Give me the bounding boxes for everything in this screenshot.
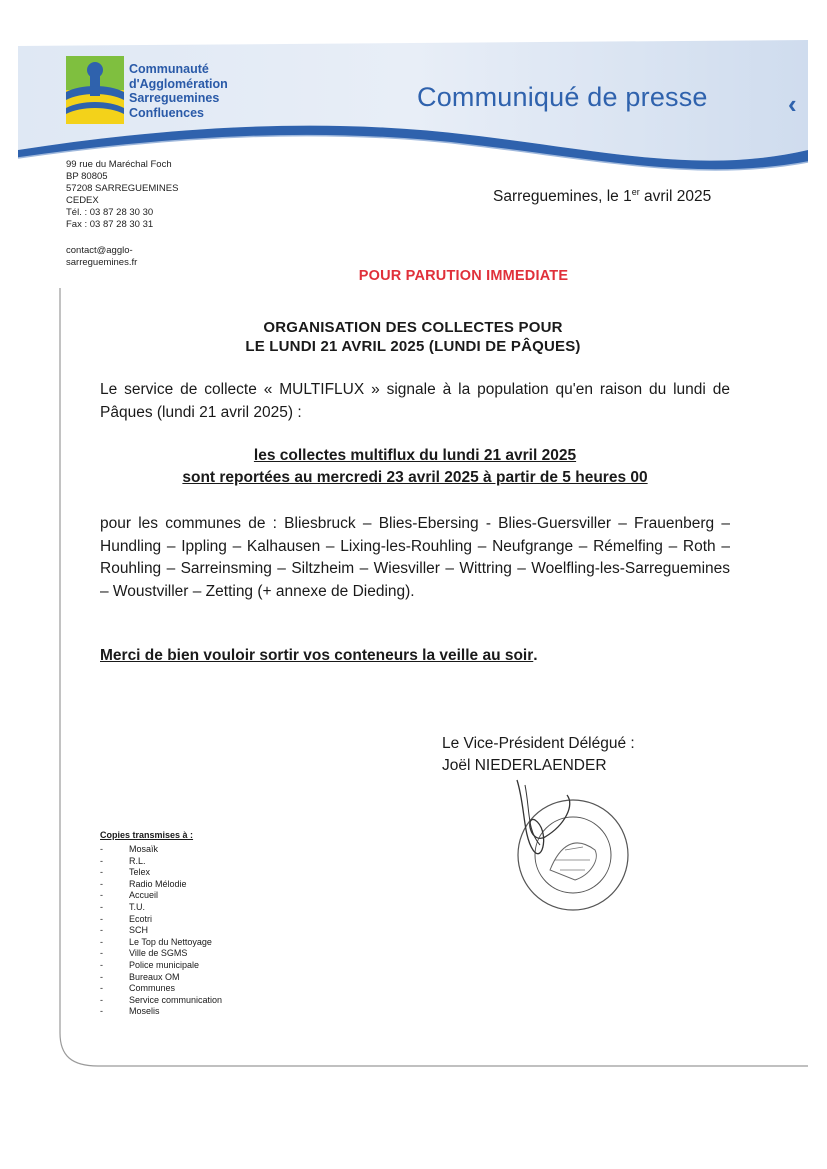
list-bullet: - xyxy=(100,890,103,901)
list-bullet: - xyxy=(100,855,103,866)
copies-recipient: Moselis xyxy=(129,1006,160,1017)
address-line: 57208 SARREGUEMINES xyxy=(66,183,179,194)
copies-recipient: Le Top du Nettoyage xyxy=(129,936,212,947)
official-stamp-signature xyxy=(505,775,637,915)
press-release-title: Communiqué de presse xyxy=(417,82,708,112)
list-bullet: - xyxy=(100,983,103,994)
copies-list-item xyxy=(100,890,222,902)
notice-line1: les collectes multiflux du lundi 21 avril 2025 xyxy=(253,447,577,464)
list-bullet: - xyxy=(100,948,103,959)
notice-line2: sont reportées au mercredi 23 avril 2025 à partir de 5 heures 00 xyxy=(182,469,648,486)
copies-recipient: Police municipale xyxy=(129,959,200,970)
copies-list-item xyxy=(100,937,222,949)
list-bullet: - xyxy=(100,1006,103,1017)
list-bullet: - xyxy=(100,925,103,936)
contact-email[interactable] xyxy=(66,245,137,269)
thanks-period: . xyxy=(533,647,538,664)
immediate-release-flag: POUR PARUTION IMMEDIATE xyxy=(358,268,569,284)
copies-heading: Copies transmises à : xyxy=(100,830,194,840)
copies-recipient: Service communication xyxy=(129,994,223,1005)
address-line: CEDEX xyxy=(66,195,99,206)
date-suffix: avril 2025 xyxy=(639,188,712,206)
copies-list-item xyxy=(100,867,222,879)
copies-recipient: Accueil xyxy=(129,890,159,901)
copies-list xyxy=(100,844,222,1018)
copies-list-item xyxy=(100,960,222,972)
org-name-line: d'Agglomération xyxy=(129,76,228,91)
signatory-role: Le Vice-Président Délégué : xyxy=(442,735,635,752)
communes-paragraph: pour les communes de : Bliesbruck – Blies-Ebersing - Blies-Guersviller – Frauenberg – Hundling – Ippling – Kalhausen – Lixing-les-Rouhling – Neufgrange – Rémelfing – Roth – Rouhling – Sarreinsming – Siltzheim – Wiesviller – Wittring – Woelfling-les-Sarreguemines – Woustviller – Zetting (+ annexe de Dieding). xyxy=(100,515,730,600)
thanks-text: Merci de bien vouloir sortir vos conteneurs la veille au soir xyxy=(100,647,534,664)
thanks-message xyxy=(100,647,538,665)
copies-recipient: R.L. xyxy=(129,855,146,866)
org-name-line: Confluences xyxy=(129,105,205,120)
copies-list-item xyxy=(100,972,222,984)
copies-recipient: Communes xyxy=(129,983,176,994)
release-title-line2: LE LUNDI 21 AVRIL 2025 (LUNDI DE PÂQUES) xyxy=(245,338,581,355)
copies-recipient: Ville de SGMS xyxy=(129,948,188,959)
list-bullet: - xyxy=(100,913,103,924)
list-bullet: - xyxy=(100,867,103,878)
fax-line: Fax : 03 87 28 30 31 xyxy=(66,219,154,230)
copies-list-item xyxy=(100,879,222,891)
contact-email-line: contact@agglo- xyxy=(66,245,133,256)
contact-email-line: sarreguemines.fr xyxy=(66,257,138,268)
sender-address xyxy=(66,159,178,231)
date-prefix: Sarreguemines, le 1 xyxy=(493,188,632,206)
copies-recipient: SCH xyxy=(129,925,149,936)
address-line: BP 80805 xyxy=(66,171,108,182)
copies-list-item xyxy=(100,1006,222,1018)
copies-recipient: Radio Mélodie xyxy=(129,878,187,889)
organization-name xyxy=(129,62,228,120)
org-name-line: Communauté xyxy=(129,62,209,76)
org-name-line: Sarreguemines xyxy=(129,91,220,105)
copies-recipient: Ecotri xyxy=(129,913,153,924)
list-bullet: - xyxy=(100,936,103,947)
signatory-name: Joël NIEDERLAENDER xyxy=(442,757,607,774)
chevron-left-icon: ‹ xyxy=(788,89,797,119)
release-title-line1: ORGANISATION DES COLLECTES POUR xyxy=(263,319,563,336)
copies-list-item xyxy=(100,856,222,868)
copies-recipient: Bureaux OM xyxy=(129,971,180,982)
phone-line: Tél. : 03 87 28 30 30 xyxy=(66,207,154,218)
intro-paragraph: Le service de collecte « MULTIFLUX » signale à la population qu'en raison du lundi de Pâques (lundi 21 avril 2025) : xyxy=(100,381,730,421)
copies-list-item xyxy=(100,983,222,995)
list-bullet: - xyxy=(100,901,103,912)
date-line xyxy=(493,187,711,206)
list-bullet: - xyxy=(100,994,103,1005)
copies-list-item xyxy=(100,995,222,1007)
copies-recipient: T.U. xyxy=(129,901,146,912)
copies-recipient: Telex xyxy=(129,867,151,878)
address-line: 99 rue du Maréchal Foch xyxy=(66,159,172,170)
agglomeration-logo xyxy=(66,56,124,124)
list-bullet: - xyxy=(100,878,103,889)
copies-list-item xyxy=(100,948,222,960)
list-bullet: - xyxy=(100,959,103,970)
date-superscript: er xyxy=(631,187,640,197)
copies-list-item xyxy=(100,914,222,926)
copies-list-item xyxy=(100,844,222,856)
list-bullet: - xyxy=(100,971,103,982)
copies-list-item xyxy=(100,925,222,937)
copies-recipient: Mosaïk xyxy=(129,844,159,854)
list-bullet: - xyxy=(100,844,103,854)
copies-list-item xyxy=(100,902,222,914)
